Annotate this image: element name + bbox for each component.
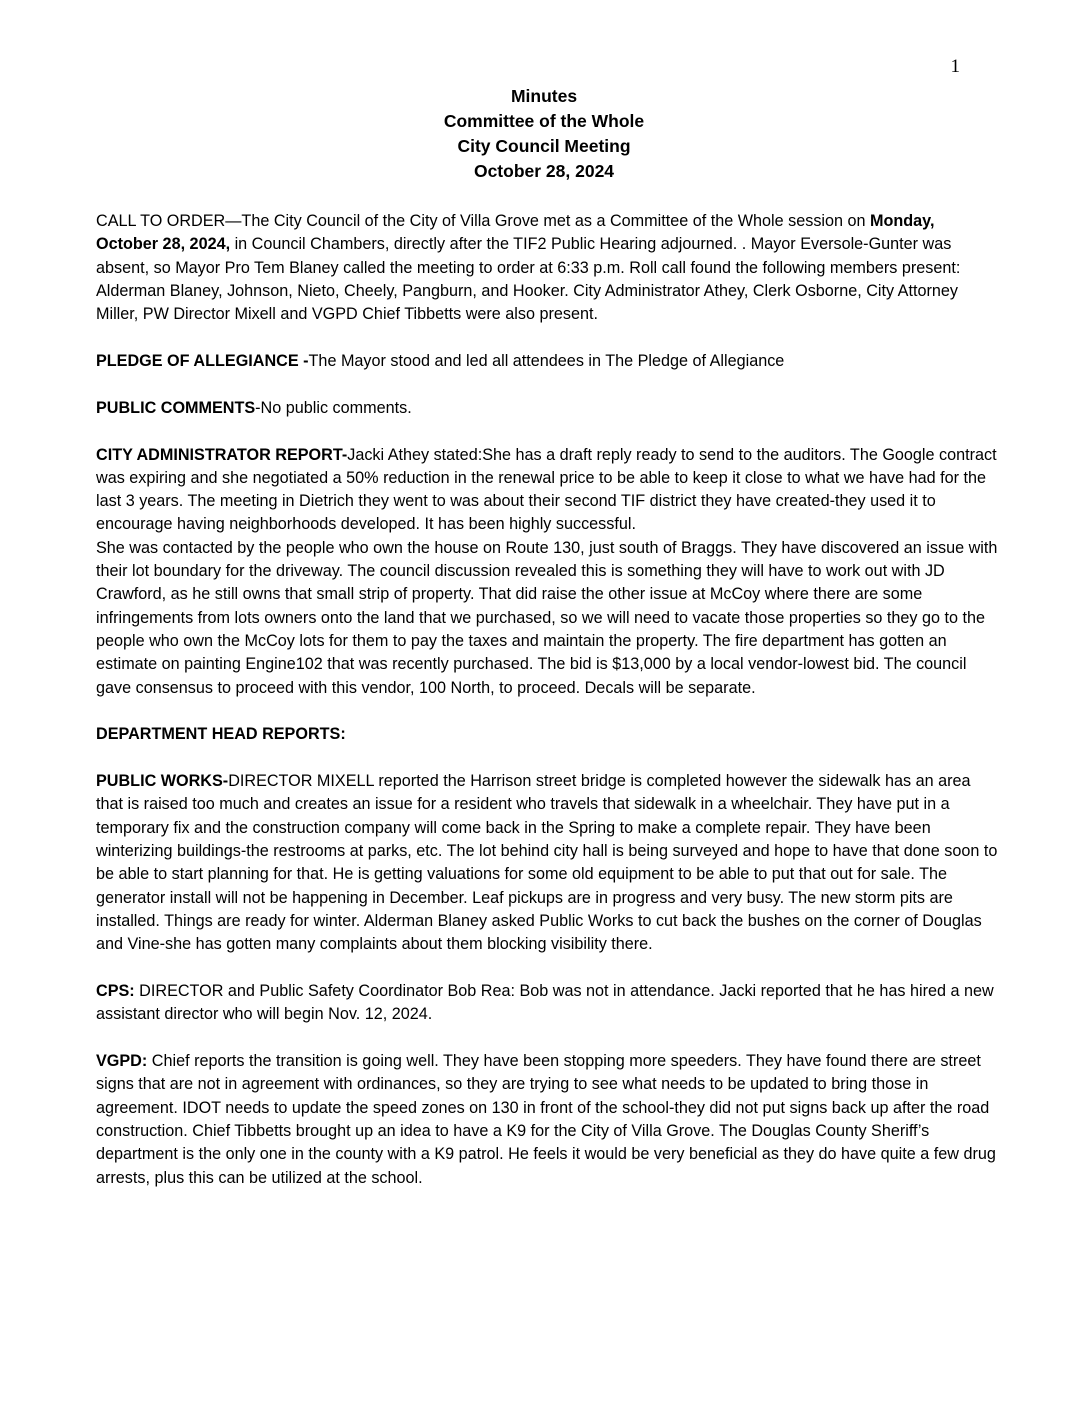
title-minutes: Minutes xyxy=(510,86,578,106)
city-admin-paragraph xyxy=(96,444,998,537)
page-number: 1 xyxy=(950,56,960,77)
public-works-text: DIRECTOR MIXELL reported the Harrison street bridge is completed however the sidewalk has an area that is raised too much and creates an issue for a resident who travels that sidewalk in a wheelchair. They have put in a temporary fix and the construction company will come back in the Spring to make a complete repair. They have been winterizing buildings-the restrooms at parks, etc. The lot behind city hall is being surveyed and hope to have that done soon to be able to start planning for that. He is getting valuations for some old equipment to be able to put that out for sale. The generator install will not be happening in December. Leaf pickups are in progress and very busy. The new storm pits are installed. Things are ready for winter. Alderman Blaney asked Public Works to cut back the bushes on the corner of Douglas and Vine-she has gotten many complaints about them blocking visibility there. xyxy=(96,772,998,954)
cps-text: DIRECTOR and Public Safety Coordinator Bob Rea: Bob was not in attendance. Jacki reported that he has hired a new assistant director who will begin Nov. 12, 2024. xyxy=(96,982,994,1024)
document-title xyxy=(0,84,1088,184)
cps-heading: CPS: xyxy=(96,982,135,1001)
city-admin-text: Jacki Athey stated:She has a draft reply ready to send to the auditors. The Google contract was expiring and she negotiated a 50% reduction in the renewal price to be able to keep it close to what we have had for the last 3 years. The meeting in Dietrich they went to was about their second TIF district they have created-they used it to encourage having neighborhoods developed. It has been highly successful. xyxy=(96,445,997,534)
call-to-order-text: CALL TO ORDER—The City Council of the City of Villa Grove met as a Committee of the Whole session on xyxy=(96,212,871,230)
pledge-paragraph xyxy=(96,350,998,373)
public-comments-heading: PUBLIC COMMENTS xyxy=(96,398,256,417)
city-admin-heading: CITY ADMINISTRATOR REPORT- xyxy=(96,445,348,464)
cps-paragraph xyxy=(96,980,998,1027)
meeting-date-bold: Monday, October 28, 2024, xyxy=(96,212,935,254)
department-head-reports-heading xyxy=(96,723,998,746)
vgpd-paragraph xyxy=(96,1050,998,1190)
pledge-heading: PLEDGE OF ALLEGIANCE - xyxy=(96,351,309,370)
dept-heads-heading: DEPARTMENT HEAD REPORTS: xyxy=(96,725,346,744)
public-works-paragraph xyxy=(96,770,998,956)
title-meeting: City Council Meeting xyxy=(457,136,631,156)
city-admin-text-2: She was contacted by the people who own the house on Route 130, just south of Braggs. They have discovered an issue with their lot boundary for the driveway. The council discussion revealed this is something they will have to work out with JD Crawford, as he still owns that small strip of property. That did raise the other issue at McCoy where there are some infringements from lots owners onto the land that we purchased, so we will need to vacate those properties so they go to the people who own the McCoy lots for them to pay the taxes and maintain the property. The fire department has gotten an estimate on painting Engine102 that was recently purchased. The bid is $13,000 by a local vendor-lowest bid. The council gave consensus to proceed with this vendor, 100 North, to proceed. Decals will be separate. xyxy=(96,538,998,697)
vgpd-text: Chief reports the transition is going well. They have been stopping more speeders. They have found there are street signs that are not in agreement with ordinances, so they are trying to see what needs to be updated to bring those in agreement. IDOT needs to update the speed zones on 130 in front of the school-they did not put signs back up after the road construction. Chief Tibbetts brought up an idea to have a K9 for the City of Villa Grove. The Douglas County Sheriff’s department is the only one in the county with a K9 patrol. He feels it would be very beneficial as they do have quite a few drug arrests, plus this can be utilized at the school. xyxy=(96,1052,996,1187)
public-works-heading: PUBLIC WORKS- xyxy=(96,772,229,791)
call-to-order-text-cont: in Council Chambers, directly after the TIF2 Public Hearing adjourned. . Mayor Eversole-Gunter was absent, so Mayor Pro Tem Blaney called the meeting to order at 6:33 p.m. Roll call found the following members present: Alderman Blaney, Johnson, Nieto, Cheely, Pangburn, and Hooker. City Administrator Athey, Clerk Osborne, City Attorney Miller, PW Director Mixell and VGPD Chief Tibbetts were also present. xyxy=(96,235,961,324)
public-comments-text: -No public comments. xyxy=(255,398,412,417)
call-to-order-paragraph xyxy=(96,210,998,326)
city-admin-paragraph-2 xyxy=(96,537,998,700)
vgpd-heading: VGPD: xyxy=(96,1052,148,1071)
public-comments-paragraph xyxy=(96,397,998,420)
pledge-text: The Mayor stood and led all attendees in The Pledge of Allegiance xyxy=(308,351,785,370)
minutes-body xyxy=(96,210,998,1213)
title-committee: Committee of the Whole xyxy=(443,111,645,131)
title-date: October 28, 2024 xyxy=(473,161,615,181)
